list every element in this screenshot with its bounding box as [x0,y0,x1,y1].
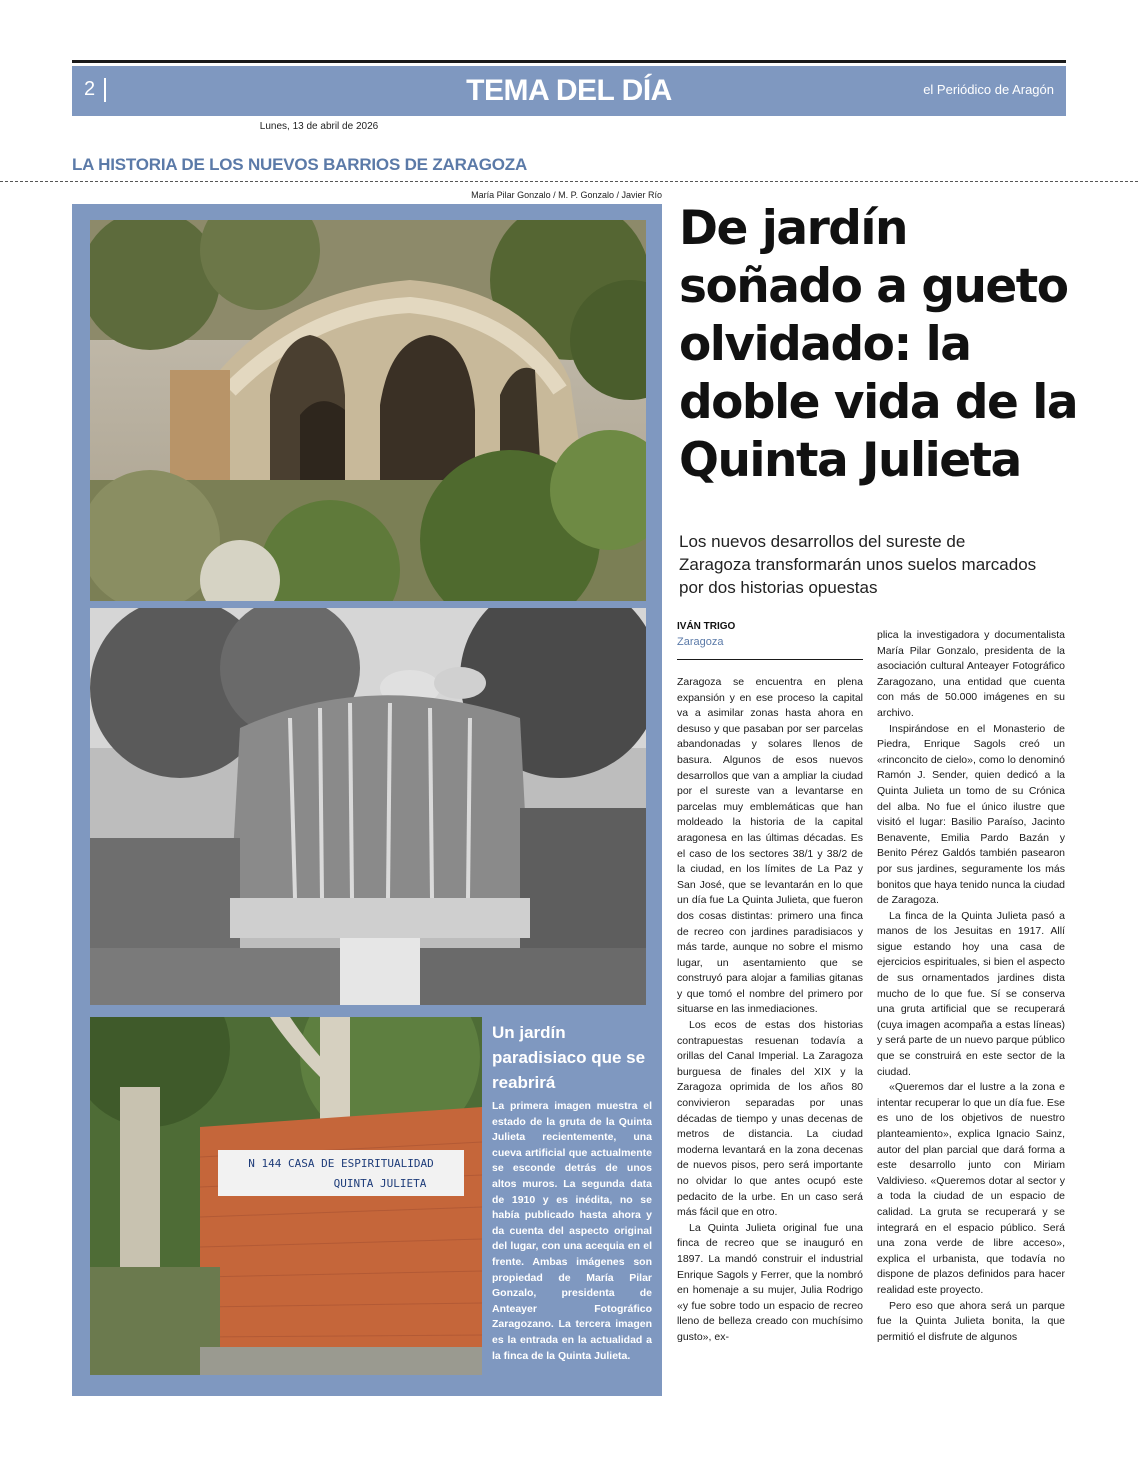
article-headline: De jardín soñado a gueto olvidado: la doble vida de la Quinta Julieta [679,201,1078,488]
author-byline: IVÁN TRIGO [677,621,736,632]
paragraph: «Queremos dar el lustre a la zona e intentar recuperar lo que un día fue. Ese es uno de los objetivos de nuestro planteamiento», explica Ignacio Sainz, autor del plan parcial que dará forma a este desarrollo junto con Miriam Valdivieso. «Queremos dotar al sector y a toda la ciudad de un espacio de calidad. La gruta se recuperará y se integrará en el espacio público. Será una zona verde de libre acceso», explica el urbanista, que todavía no dispone de plazos definidos para hacer realidad este proyecto. [877,1081,1065,1296]
paragraph: Los ecos de estas dos historias contrapuestas resuenan todavía a orillas del Canal Imperial. La Zaragoza burguesa de finales del XIX y la Zaragoza oprimida de los años 80 convivieron separadas por unas décadas de tiempo y unas decenas de metros de distancia. La ciudad moderna levantará en la zona decenas de nuevos pisos, pero será importante no olvidar lo que antes ocupó este pedacito de la urbe. En un caso será más fácil que en otro. [677,1019,863,1219]
article-column-1 [677,675,863,1346]
dashed-divider [0,181,1138,182]
article-subhead: Los nuevos desarrollos del sureste de Zaragoza transformarán unos suelos marcados por dos historias opuestas [679,532,1037,597]
article-column-2 [877,628,1065,1345]
page-number: 2 [84,78,96,100]
grotto-historic-image [90,608,646,1005]
byline-rule [677,659,863,660]
grotto-color-image [90,220,646,601]
photo-credits: María Pilar Gonzalo / M. P. Gonzalo / Javier Río [471,190,662,200]
sign-line-1: N 144 CASA DE ESPIRITUALIDAD [248,1157,434,1170]
issue-date: Lunes, 13 de abril de 2026 [259,121,379,132]
section-title: TEMA DEL DÍA [466,74,672,107]
sidebar-title: Un jardín paradisiaco que se reabrirá [492,1023,646,1092]
sign-line-2: QUINTA JULIETA [333,1177,427,1190]
grotto-photo-current [90,220,646,601]
kicker: LA HISTORIA DE LOS NUEVOS BARRIOS DE ZARAGOZA [72,155,528,174]
top-rule [72,60,1066,63]
entrance-photo-current [90,1017,482,1375]
paragraph: plica la investigadora y documentalista María Pilar Gonzalo, presidenta de la asociación cultural Anteayer Fotográfico Zaragozano, una entidad que cuenta con más de 50.000 imágenes en su archivo. [877,629,1065,719]
sidebar-body: La primera imagen muestra el estado de la gruta de la Quinta Julieta recientemente, una cueva artificial que actualmente se esconde detrás de unos altos muros. La segunda data de 1910 y es inédita, no se había publicado hasta ahora y da cuenta del aspecto original del lugar, con una acequia en el frente. Ambas imágenes son propiedad de María Pilar Gonzalo, presidenta de Anteayer Fotográfico Zaragozano. La tercera imagen es la entrada en la actualidad a la finca de la Quinta Julieta. [492,1100,652,1362]
paragraph: Pero eso que ahora será un parque fue la Quinta Julieta bonita, la que permitió el disfrute de algunos [877,1299,1065,1343]
paragraph: Inspirándose en el Monasterio de Piedra, Enrique Sagols creó un «rinconcito de cielo», como lo denominó Ramón J. Sender, quien dedicó a la Quinta Julieta un tomo de su Crónica del alba. No fue el único ilustre que visitó el lugar: Basilio Paraíso, Jacinto Benavente, Emilia Pardo Bazán y Benito Pérez Galdós también pasearon por sus jardines, seguramente los más bonitos que haya tenido nunca la ciudad de Zaragoza. [877,722,1065,907]
photo-panel [72,204,662,1396]
paragraph: Zaragoza se encuentra en plena expansión y en ese proceso la capital va a asimilar zonas hasta ahora en desuso y que pasaban por ser parcelas abandonadas y solares llenos de basura. Algunos de esos nuevos desarrollos que van a ampliar la ciudad por el sureste van a levantarse en parcelas muy emblemáticas que han moldeado la historia de la capital aragonesa en las últimas décadas. Es el caso de los sectores 38/1 y 38/2 de la ciudad, en los límites de La Paz y San José, que se levantarán en lo que un día fue La Quinta Julieta, que fueron dos cosas distintas: primero una finca de recreo con jardines paradisiacos y más tarde, aunque no sobre el mismo lugar, un asentamiento que se construyó para alojar a familias gitanas y que tomó el nombre del primero por situarse en las inmediaciones. [677,676,863,1016]
brick-wall-image [90,1017,482,1375]
dateline-place: Zaragoza [677,636,724,648]
paragraph: La Quinta Julieta original fue una finca de recreo que se inauguró en 1897. La mandó construir el industrial Enrique Sagols y Ferrer, que la nombró en homenaje a su mujer, Julia Rodrigo «y fue sobre todo un espacio de recreo lleno de belleza creado con muchísimo gusto», ex- [677,1221,863,1343]
paragraph: La finca de la Quinta Julieta pasó a manos de los Jesuitas en 1917. Allí sigue estando hoy una casa de ejercicios espirituales, si bien el aspecto de sus ornamentados jardines dista mucho de lo que fue. Sí se conserva una gruta artificial que se recuperará (cuya imagen acompaña a estas líneas) y será parte de un nuevo parque público que se construirá en este sector de la ciudad. [877,909,1065,1078]
section-header-bar [72,66,1066,116]
publication-name: el Periódico de Aragón [923,82,1054,97]
grotto-photo-1910 [90,608,646,1005]
